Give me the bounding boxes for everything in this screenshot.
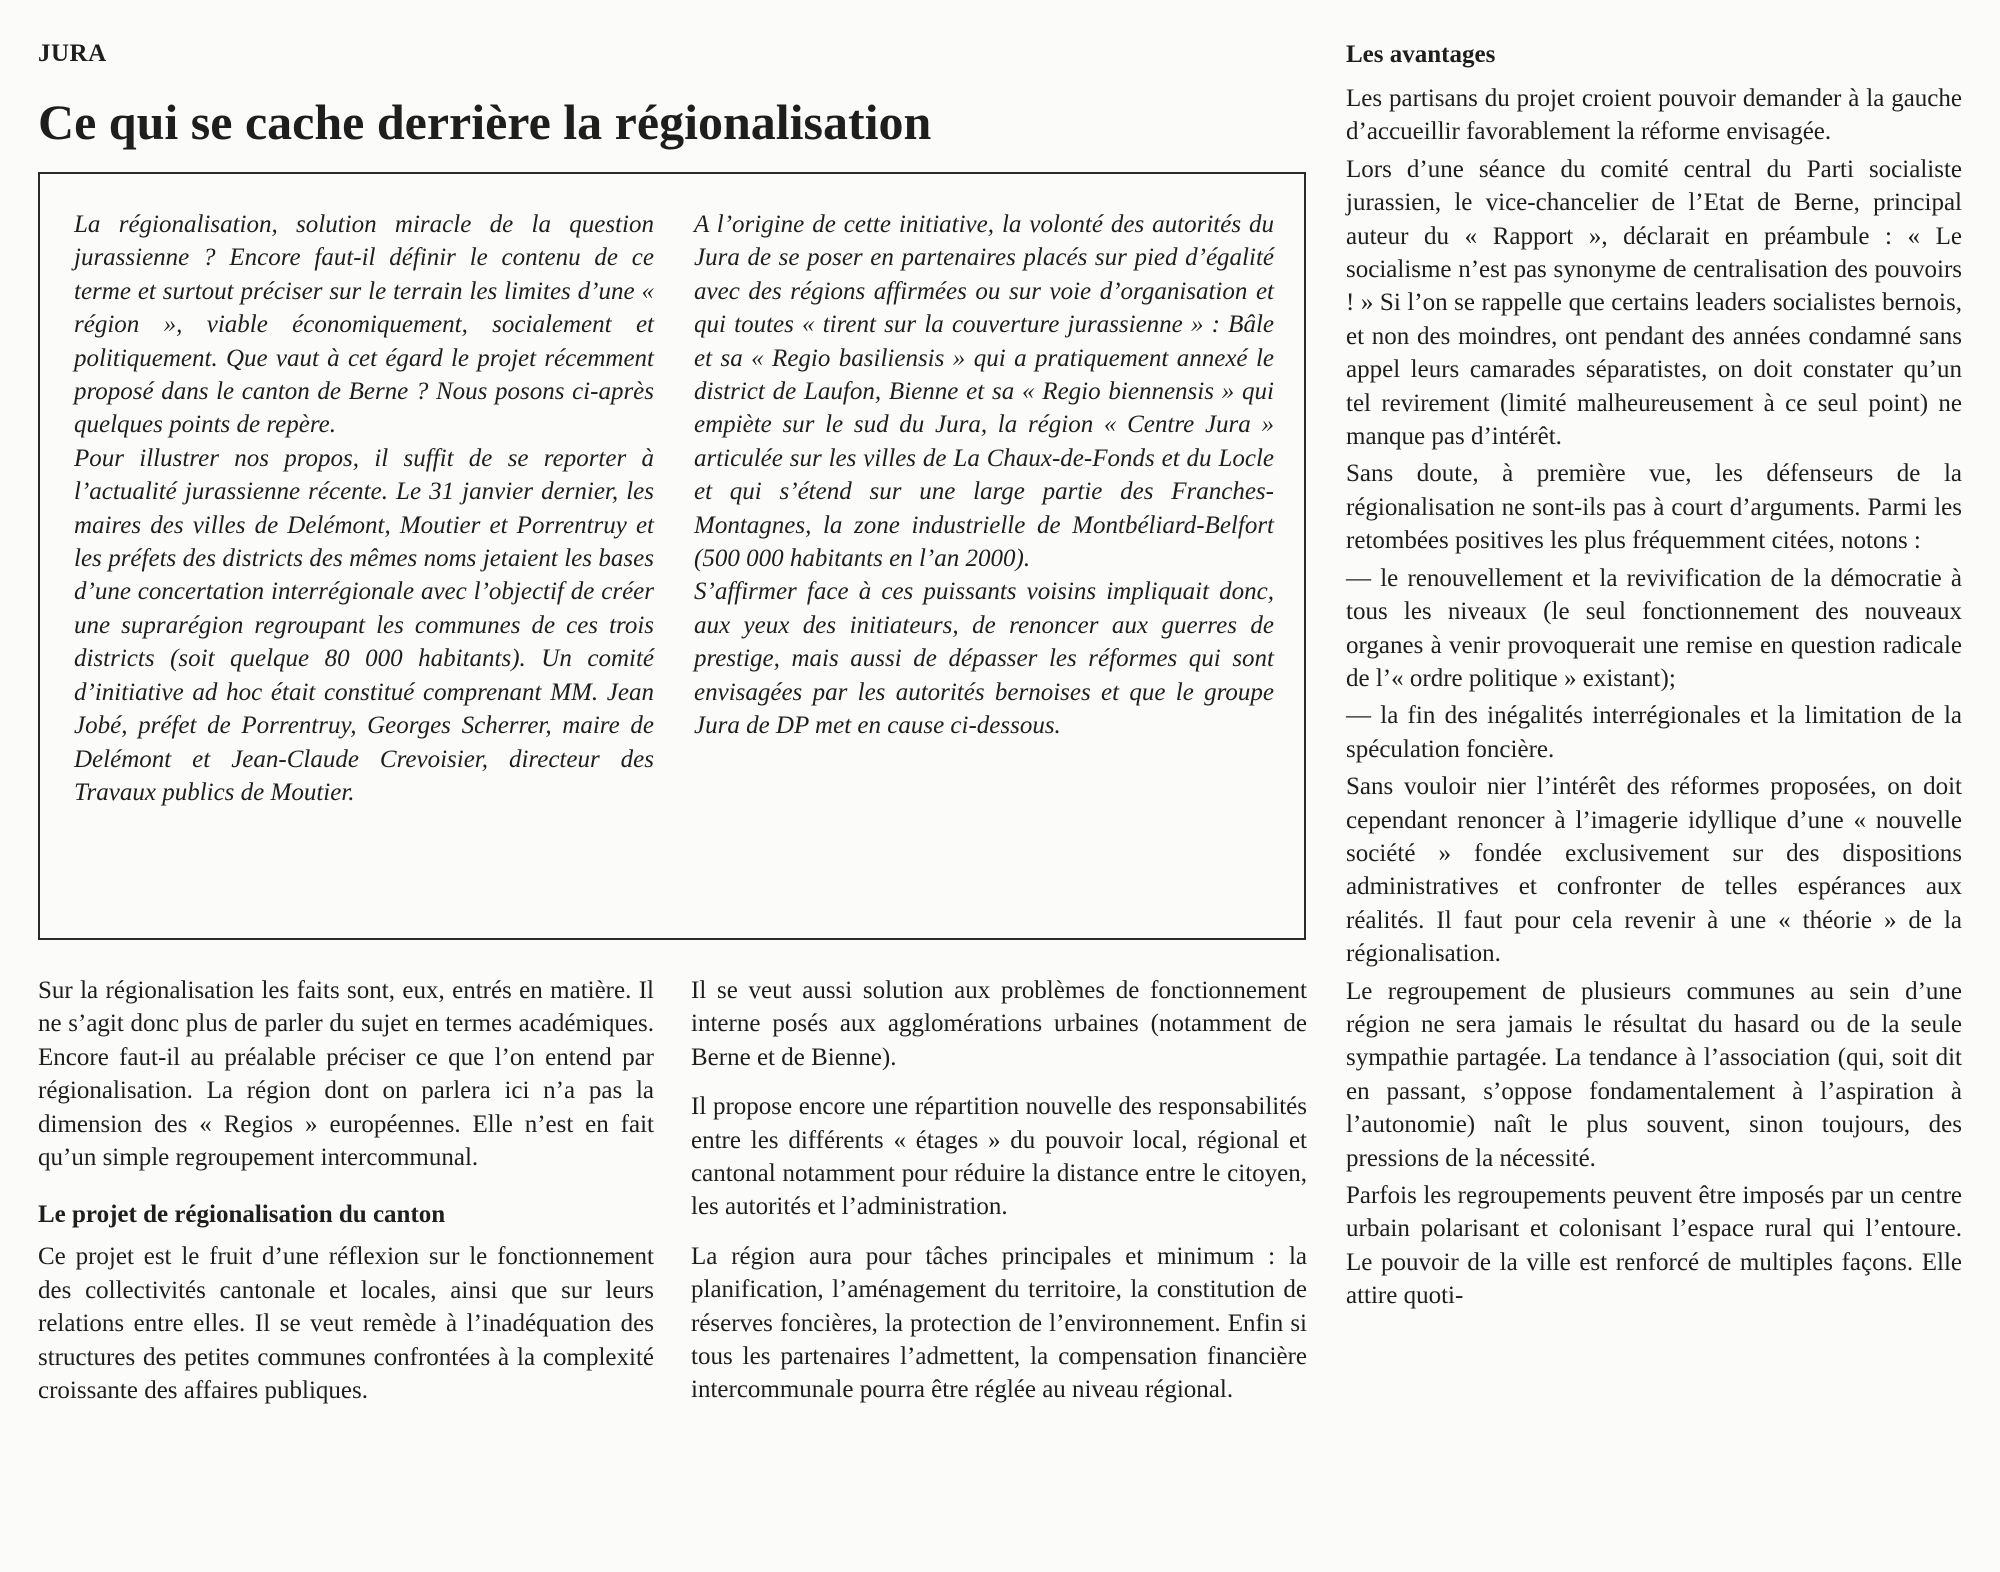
body-paragraph: Il se veut aussi solution aux problèmes de fonctionnement interne posés aux agglomérations urbaines (notamment de Berne et de Bienne). <box>691 977 1307 1071</box>
body-paragraph: Les partisans du projet croient pouvoir demander à la gauche d’accueillir favorablement la réforme envisagée. <box>1346 85 1962 146</box>
intro-paragraph: A l’origine de cette initiative, la volonté des autorités du Jura de se poser en partenaires placés sur pied d’égalité avec des régions affirmées ou sur voie d’organisation et qui toutes « tirent sur la couverture jurassienne » : Bâle et sa « Regio basiliensis » qui a pratiquement annexé le district de Laufon, Bienne et sa « Regio biennensis » qui empiète sur le sud du Jura, la région « Centre Jura » articulée sur les villes de La Chaux-de-Fonds et du Locle et qui s’étend sur une large partie des Franches-Montagnes, la zone industrielle de Montbéliard-Belfort (500 000 habitants en l’an 2000). <box>694 211 1274 573</box>
section-heading: Le projet de régionalisation du canton <box>38 1201 446 1229</box>
intro-column-1 <box>74 208 654 809</box>
body-paragraph: Sur la régionalisation les faits sont, eux, entrés en matière. Il ne s’agit donc plus de parler du sujet en termes académiques. Encore faut-il au préalable préciser ce que l’on entend par régionalisation. La région dont on parlera ici n’a pas la dimension des « Regios » européennes. Elle n’est en fait qu’un simple regroupement intercommunal. <box>38 977 654 1172</box>
intro-paragraph: S’affirmer face à ces puissants voisins impliquait donc, aux yeux des initiateurs, de renoncer aux guerres de prestige, mais aussi de dépasser les réformes qui sont envisagées par les autorités bernoises et que le groupe Jura de DP met en cause ci-dessous. <box>694 578 1274 740</box>
body-paragraph: Le regroupement de plusieurs communes au sein d’une région ne sera jamais le résultat du hasard ou de la seule sympathie partagée. La tendance à l’association (qui, soit dit en passant, s’oppose fondamentalement à l’aspiration à l’autonomie) naît le plus souvent, sinon toujours, des pressions de la nécessité. <box>1346 977 1962 1172</box>
body-column-2 <box>691 974 1307 1407</box>
article-kicker: JURA <box>38 40 107 67</box>
intro-paragraph: La régionalisation, solution miracle de la question jurassienne ? Encore faut-il définir le contenu de ce terme et surtout préciser sur le terrain les limites d’une « région », viable économiquement, socialement et politiquement. Que vaut à cet égard le projet récemment proposé dans le canton de Berne ? Nous posons ci-après quelques points de repère. <box>74 211 654 439</box>
intro-paragraph: Pour illustrer nos propos, il suffit de se reporter à l’actualité jurassienne récente. Le 31 janvier dernier, les maires des villes de Delémont, Moutier et Porrentruy et les préfets des districts des mêmes noms jetaient les bases d’une concertation interrégionale avec l’objectif de créer une suprarégion regroupant les communes de ces trois districts (soit quelque 80 000 habitants). Un comité d’initiative ad hoc était constitué comprenant MM. Jean Jobé, préfet de Porrentruy, Georges Scherrer, maire de Delémont et Jean-Claude Crevoisier, directeur des Travaux publics de Moutier. <box>74 444 654 806</box>
body-paragraph: Sans doute, à première vue, les défenseurs de la régionalisation ne sont-ils pas à court d’arguments. Parmi les retombées positives les plus fréquemment citées, notons : <box>1346 460 1962 555</box>
body-paragraph: Sans vouloir nier l’intérêt des réformes proposées, on doit cependant renoncer à l’imagerie idyllique d’une « nouvelle société » fondée exclusivement sur des dispositions administratives et confronter de telles espérances aux réalités. Il faut pour cela revenir à une « théorie » de la régionalisation. <box>1346 773 1962 968</box>
body-paragraph: La région aura pour tâches principales et minimum : la planification, l’aménagement du territoire, la constitution de réserves foncières, la protection de l’environnement. Enfin si tous les partenaires l’admettent, la compensation financière intercommunale pourra être réglée au niveau régional. <box>691 1242 1307 1404</box>
list-item: — le renouvellement et la revivification de la démocratie à tous les niveaux (le seul fonctionnement des nouveaux organes à venir provoquerait une remise en question radicale de l’« ordre politique » existant); <box>1346 564 1962 692</box>
intro-column-2 <box>694 208 1274 743</box>
list-item: — la fin des inégalités interrégionales et la limitation de la spéculation foncière. <box>1346 702 1962 763</box>
section-heading: Les avantages <box>1346 41 1496 68</box>
body-paragraph: Ce projet est le fruit d’une réflexion sur le fonctionnement des collectivités cantonale et locales, ainsi que sur leurs relations entre elles. Il se veut remède à l’inadéquation des structures des petites communes confrontées à la complexité croissante des affaires publiques. <box>38 1243 654 1405</box>
body-column-3 <box>1346 40 1962 1313</box>
body-paragraph: Parfois les regroupements peuvent être imposés par un centre urbain polarisant et colonisant l’espace rural qui l’entoure. Le pouvoir de la ville est renforcé de multiples façons. Elle attire quoti- <box>1346 1182 1962 1310</box>
article-headline: Ce qui se cache derrière la régionalisation <box>38 94 932 150</box>
intro-box <box>38 172 1306 940</box>
body-paragraph: Il propose encore une répartition nouvelle des responsabilités entre les différents « étages » du pouvoir local, régional et cantonal notamment pour réduire la distance entre le citoyen, les autorités et l’administration. <box>691 1093 1307 1221</box>
body-column-1 <box>38 974 654 1407</box>
body-paragraph: Lors d’une séance du comité central du Parti socialiste jurassien, le vice-chancelier de l’Etat de Berne, principal auteur du « Rapport », déclarait en préambule : « Le socialisme n’est pas synonyme de centralisation des pouvoirs ! » Si l’on se rappelle que certains leaders socialistes bernois, et non des moindres, ont pendant des années condamné sans appel leurs camarades séparatistes, on doit constater qu’un tel revirement (limité malheureusement à ce seul point) ne manque pas d’intérêt. <box>1346 155 1962 451</box>
